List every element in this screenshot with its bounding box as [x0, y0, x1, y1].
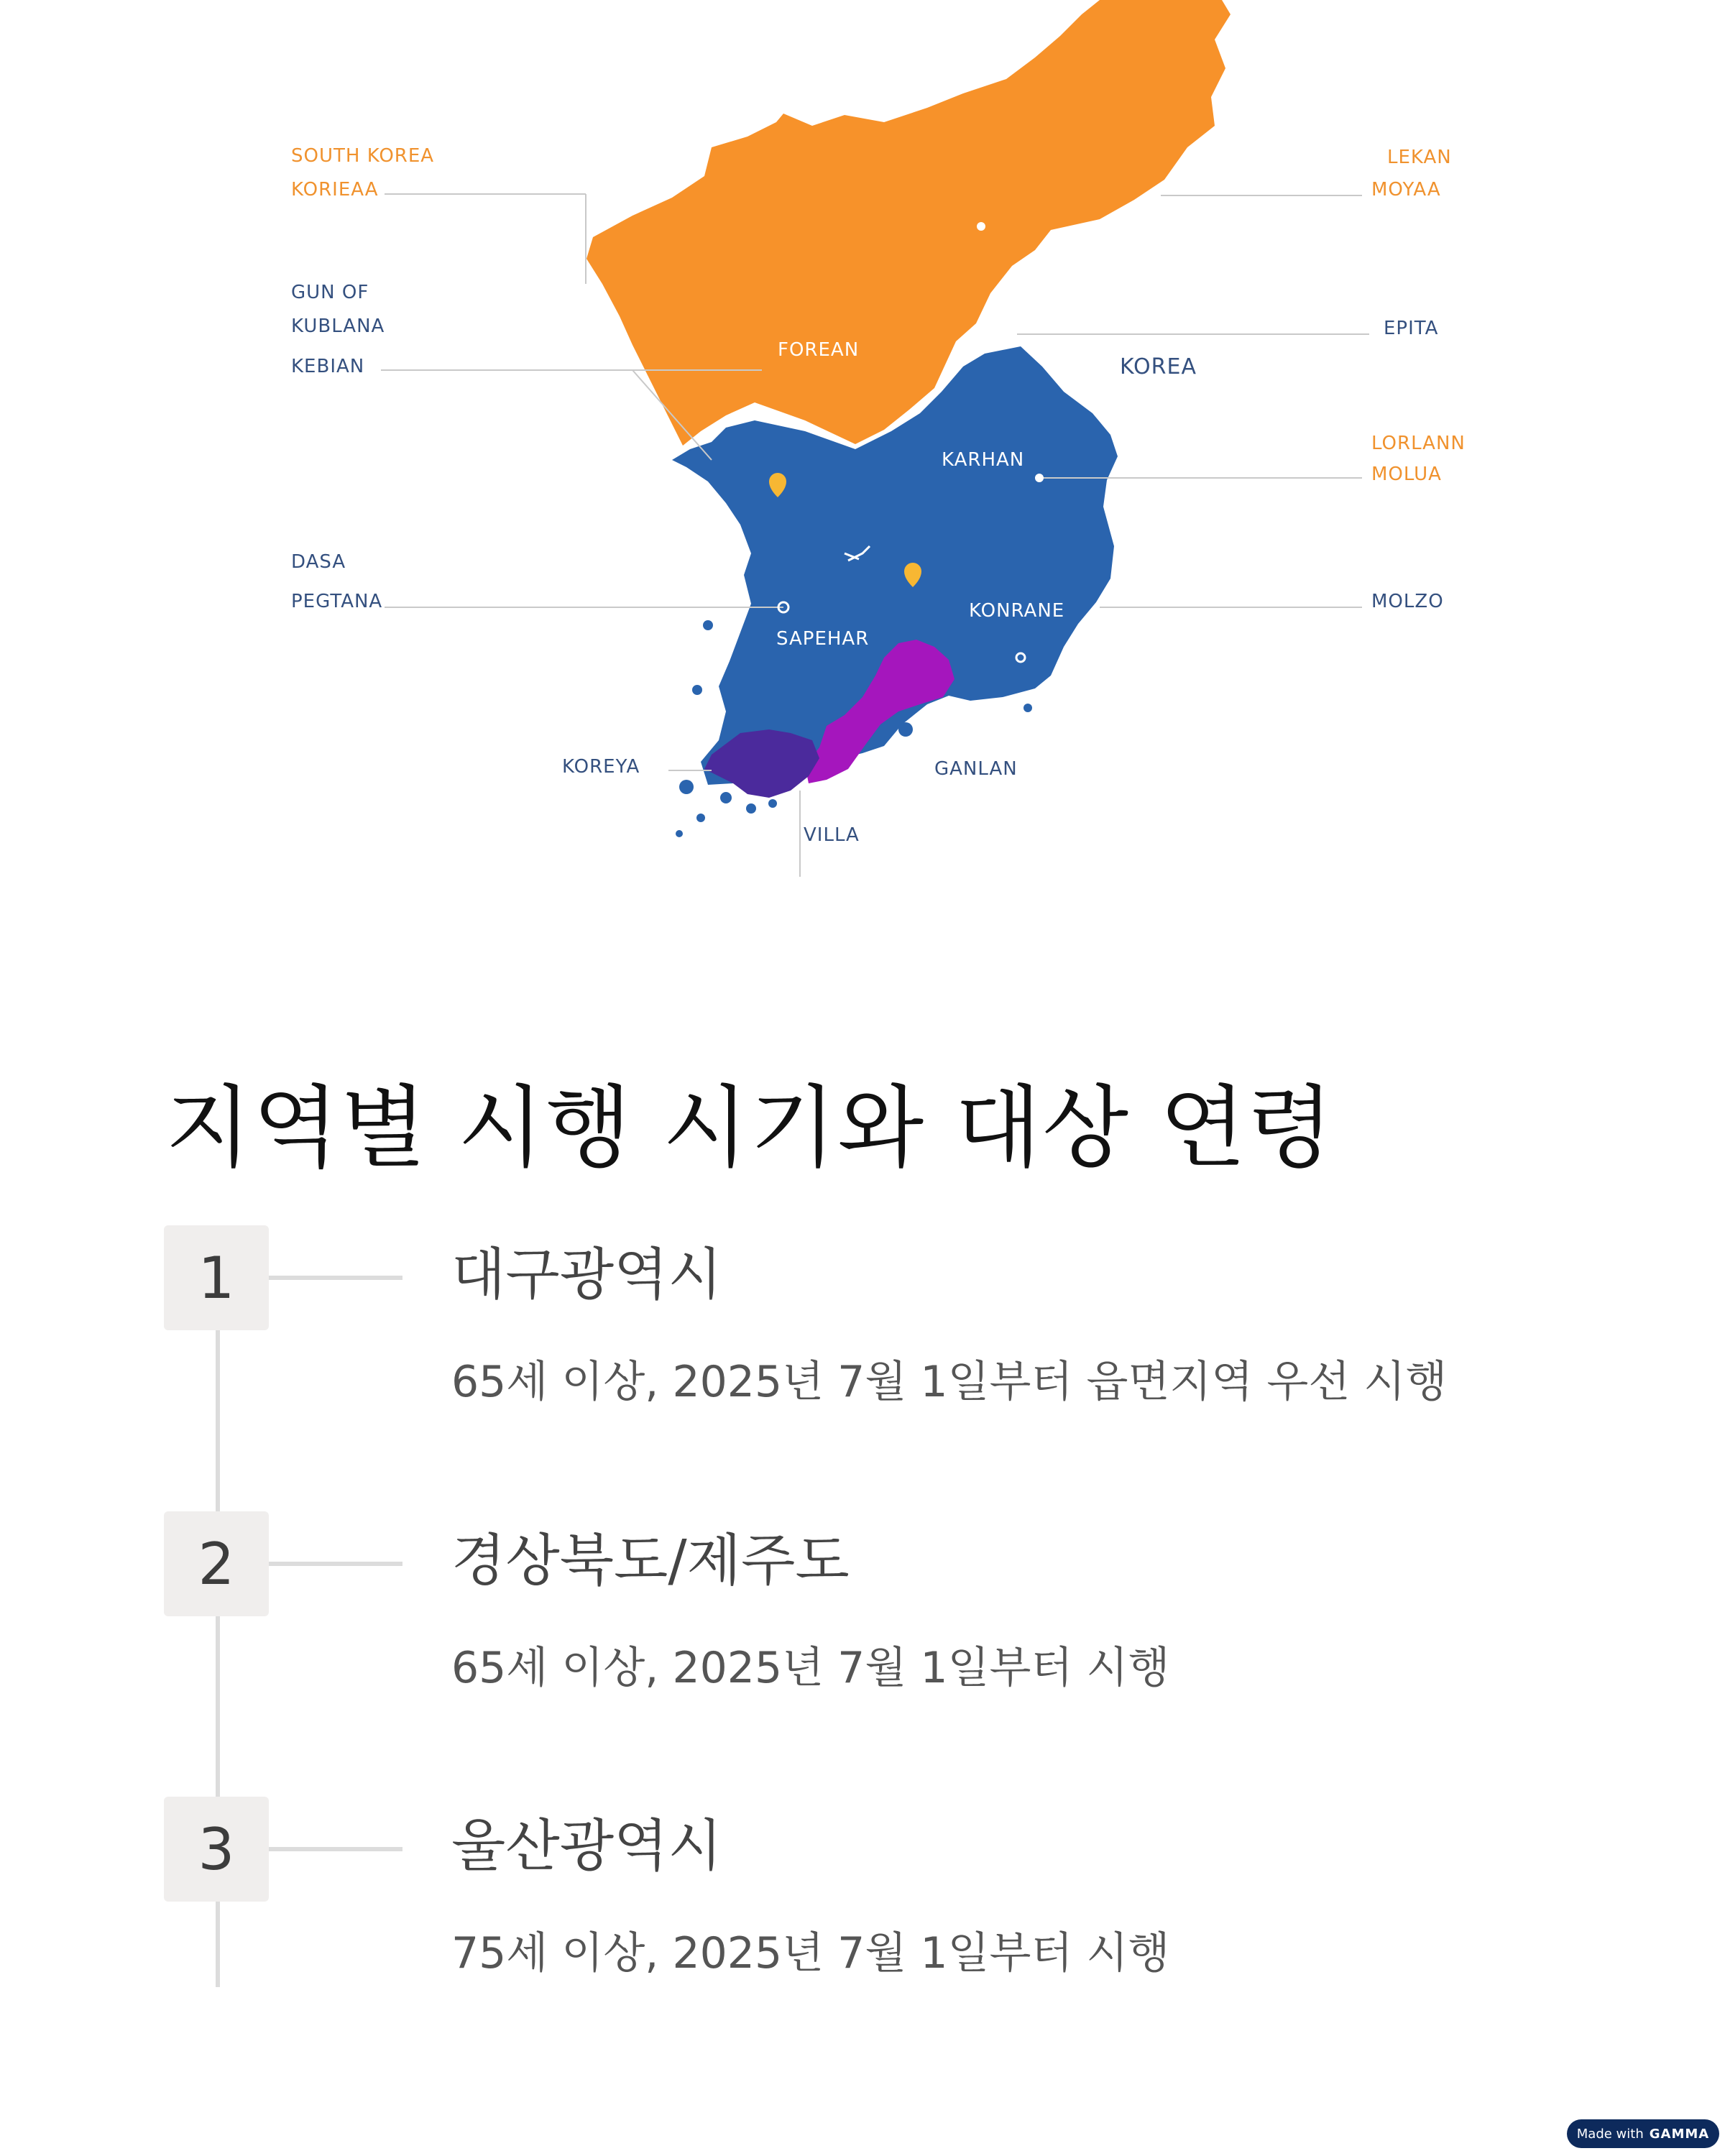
step-number-box: 1 — [164, 1225, 269, 1330]
map-label-lekan: LEKAN — [1387, 147, 1452, 168]
map-label-koriea: KORIEAA — [291, 179, 379, 201]
map-label-koreya: KOREYA — [562, 756, 640, 778]
step-number-box: 2 — [164, 1511, 269, 1616]
map-label-ganlan: GANLAN — [934, 758, 1018, 780]
step-connector — [269, 1562, 402, 1566]
map-label-epita: EPITA — [1384, 318, 1439, 339]
made-with-gamma-badge[interactable] — [1567, 2119, 1719, 2148]
map-label-karhan: KARHAN — [942, 449, 1025, 471]
map-label-konrane: KONRANE — [969, 600, 1065, 622]
korea-map-svg — [0, 0, 1725, 891]
map-label-juran: JURAN — [661, 551, 723, 573]
map-label-villa: VILLA — [804, 824, 860, 846]
map-label-molzo: MOLZO — [1371, 591, 1444, 612]
map-label-molua: MOLUA — [1371, 464, 1442, 485]
badge-prefix: Made with — [1576, 2126, 1644, 2142]
map-label-kebian: KEBIAN — [291, 356, 365, 377]
step-connector — [269, 1276, 402, 1280]
step-connector — [269, 1847, 402, 1851]
map-label-lorlann: LORLANN — [1371, 433, 1466, 454]
map-label-korea: KOREA — [1120, 354, 1197, 379]
map-label-gun-of: GUN OF — [291, 282, 369, 303]
timeline-step — [164, 1511, 1673, 1727]
korea-map-illustration — [0, 0, 1725, 891]
badge-brand: GAMMA — [1649, 2126, 1710, 2142]
step-title: 울산광역시 — [451, 1814, 722, 1879]
step-description: 65세 이상, 2025년 7월 1일부터 시행 — [451, 1643, 1170, 1693]
map-label-sapehar: SAPEHAR — [776, 628, 870, 650]
map-label-south-korea: SOUTH KOREA — [291, 145, 435, 167]
map-label-forean: FOREAN — [778, 339, 860, 361]
map-label-kuelana: KUBLANA — [291, 315, 385, 337]
timeline-step — [164, 1797, 1673, 2012]
step-title: 경상북도/제주도 — [451, 1529, 850, 1593]
timeline-step — [164, 1225, 1673, 1441]
step-title: 대구광역시 — [451, 1243, 722, 1307]
map-label-moyaa: MOYAA — [1371, 179, 1441, 201]
section-title: 지역별 시행 시기와 대상 연령 — [165, 1077, 1335, 1180]
step-description: 65세 이상, 2025년 7월 1일부터 읍면지역 우선 시행 — [451, 1357, 1448, 1407]
step-number-box: 3 — [164, 1797, 269, 1902]
map-label-dasa: DASA — [291, 551, 346, 573]
step-description: 75세 이상, 2025년 7월 1일부터 시행 — [451, 1928, 1170, 1978]
map-label-pegtana: PEGTANA — [291, 591, 383, 612]
